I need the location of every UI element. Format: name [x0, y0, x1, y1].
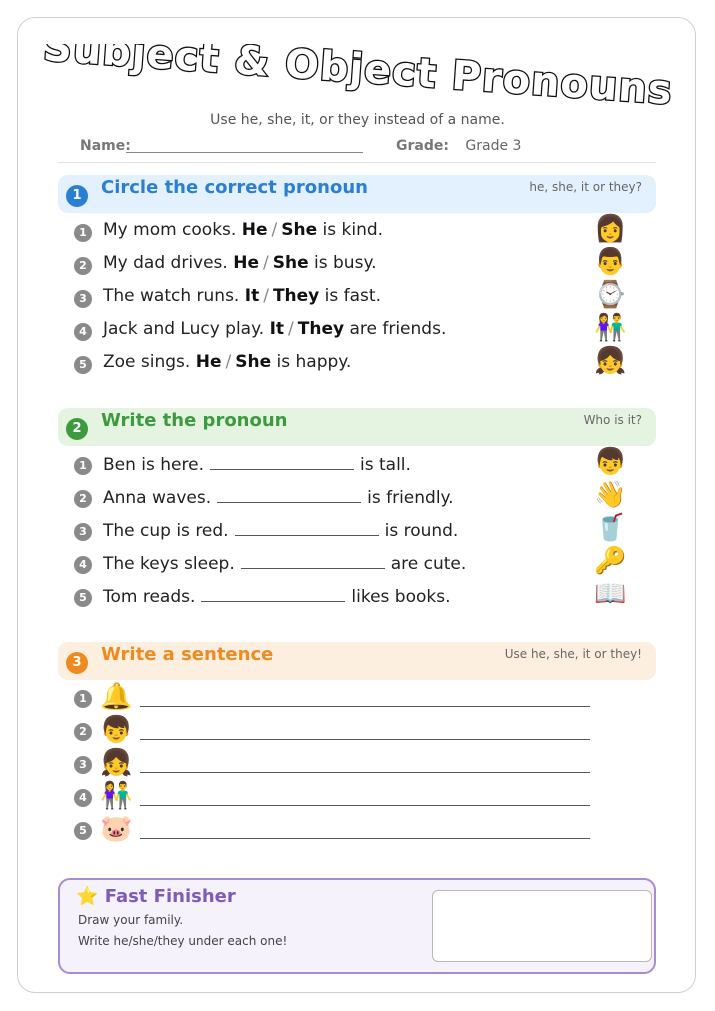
pronoun-option-b[interactable]: She: [281, 220, 318, 240]
sentence-end: is kind.: [322, 220, 384, 240]
pronoun-option-a[interactable]: He: [241, 220, 268, 240]
pronoun-option-b[interactable]: They: [272, 286, 320, 306]
pronoun-option-b[interactable]: They: [297, 319, 345, 339]
item-sentence: [103, 286, 381, 306]
sentence-start: My mom cooks.: [103, 220, 237, 240]
star-icon: ⭐: [76, 886, 99, 907]
pronoun-option-b[interactable]: She: [235, 352, 272, 372]
answer-blank[interactable]: [241, 552, 385, 569]
fast-finisher-line-2: Write he/she/they under each one!: [78, 934, 288, 948]
page-title: [0, 44, 715, 116]
section-2-number: 2: [66, 418, 88, 440]
item-sentence: [103, 453, 411, 475]
name-input-line[interactable]: [126, 152, 363, 153]
section-1-hint: he, she, it or they?: [529, 180, 642, 194]
sentence-start: My dad drives.: [103, 253, 228, 273]
answer-blank[interactable]: [210, 453, 354, 470]
section-1-number: 1: [66, 185, 88, 207]
sentence-end: is fast.: [324, 286, 381, 306]
item-number: 1: [74, 690, 92, 708]
writing-line[interactable]: [140, 772, 590, 773]
sentence-start: Ben is here.: [103, 455, 204, 475]
item-number: 5: [74, 589, 92, 607]
drawing-box[interactable]: [432, 890, 652, 962]
picture-icon: 👧: [594, 346, 627, 376]
slash-separator: /: [288, 319, 294, 339]
item-sentence: [103, 519, 458, 541]
section-1-header: [58, 175, 656, 213]
grade-value: Grade 3: [465, 138, 522, 154]
item-number: 2: [74, 723, 92, 741]
section-1-title: Circle the correct pronoun: [101, 177, 368, 198]
sentence-end: are friends.: [349, 319, 447, 339]
pronoun-option-a[interactable]: He: [195, 352, 222, 372]
item-number: 1: [74, 457, 92, 475]
item-sentence: [103, 352, 351, 372]
sentence-end: is friendly.: [367, 488, 454, 508]
item-number: 3: [74, 290, 92, 308]
slash-separator: /: [263, 253, 269, 273]
answer-blank[interactable]: [201, 585, 345, 602]
picture-icon: 🔔: [100, 682, 133, 712]
writing-line[interactable]: [140, 838, 590, 839]
writing-line[interactable]: [140, 706, 590, 707]
sentence-start: The cup is red.: [103, 521, 229, 541]
item-number: 3: [74, 756, 92, 774]
picture-icon: 👧: [100, 748, 133, 778]
name-field: [80, 138, 131, 154]
pronoun-option-b[interactable]: She: [272, 253, 309, 273]
grade-field: [396, 138, 521, 154]
picture-icon: 👋: [594, 480, 627, 510]
picture-icon: 👩: [594, 214, 627, 244]
slash-separator: /: [271, 220, 278, 240]
item-number: 4: [74, 323, 92, 341]
sentence-start: The keys sleep.: [103, 554, 235, 574]
sentence-end: likes books.: [351, 587, 451, 607]
slash-separator: /: [263, 286, 269, 306]
section-3-title: Write a sentence: [101, 644, 274, 665]
picture-icon: 🥤: [594, 513, 627, 543]
sentence-end: is happy.: [276, 352, 352, 372]
picture-icon: 🐷: [100, 814, 133, 844]
subtitle: Use he, she, it, or they instead of a name.: [210, 112, 505, 128]
section-2-header: [58, 408, 656, 446]
section-2-hint: Who is it?: [583, 413, 642, 427]
sentence-end: is busy.: [314, 253, 377, 273]
sentence-start: The watch runs.: [103, 286, 240, 306]
sentence-end: are cute.: [390, 554, 467, 574]
answer-blank[interactable]: [217, 486, 361, 503]
section-3-header: [58, 642, 656, 680]
item-sentence: [103, 319, 446, 339]
picture-icon: 👫: [100, 781, 133, 811]
page-title-text: Subject & Object Pronouns: [41, 44, 675, 114]
writing-line[interactable]: [140, 805, 590, 806]
picture-icon: 👨: [594, 247, 627, 277]
sentence-end: is tall.: [360, 455, 411, 475]
fast-finisher-box: [58, 878, 656, 974]
item-number: 3: [74, 523, 92, 541]
item-number: 5: [74, 356, 92, 374]
item-sentence: [103, 253, 376, 273]
fast-finisher-line-1: Draw your family.: [78, 913, 184, 927]
divider: [58, 162, 656, 163]
picture-icon: 🔑: [594, 546, 627, 576]
item-sentence: [103, 220, 383, 240]
fast-finisher-title: [76, 886, 236, 907]
section-3-number: 3: [66, 652, 88, 674]
item-number: 2: [74, 490, 92, 508]
sentence-end: is round.: [384, 521, 459, 541]
item-number: 1: [74, 224, 92, 242]
item-number: 4: [74, 556, 92, 574]
answer-blank[interactable]: [235, 519, 379, 536]
item-number: 2: [74, 257, 92, 275]
sentence-start: Zoe sings.: [103, 352, 191, 372]
sentence-start: Tom reads.: [103, 587, 196, 607]
picture-icon: 👦: [100, 715, 133, 745]
writing-line[interactable]: [140, 739, 590, 740]
section-2-title: Write the pronoun: [101, 410, 288, 431]
picture-icon: 📖: [594, 579, 627, 609]
picture-icon: 👫: [594, 313, 627, 343]
picture-icon: ⌚: [594, 280, 627, 310]
grade-label: Grade:: [396, 138, 449, 154]
item-sentence: [103, 486, 454, 508]
slash-separator: /: [225, 352, 232, 372]
item-sentence: [103, 585, 451, 607]
sentence-start: Jack and Lucy play.: [103, 319, 265, 339]
fast-finisher-title-text: Fast Finisher: [104, 886, 236, 907]
name-label: Name:: [80, 138, 131, 154]
sentence-start: Anna waves.: [103, 488, 212, 508]
item-sentence: [103, 552, 466, 574]
item-number: 5: [74, 822, 92, 840]
picture-icon: 👦: [594, 447, 627, 477]
section-3-hint: Use he, she, it or they!: [504, 647, 642, 661]
pronoun-option-a[interactable]: It: [269, 319, 285, 339]
item-number: 4: [74, 789, 92, 807]
pronoun-option-a[interactable]: It: [244, 286, 260, 306]
pronoun-option-a[interactable]: He: [233, 253, 259, 273]
